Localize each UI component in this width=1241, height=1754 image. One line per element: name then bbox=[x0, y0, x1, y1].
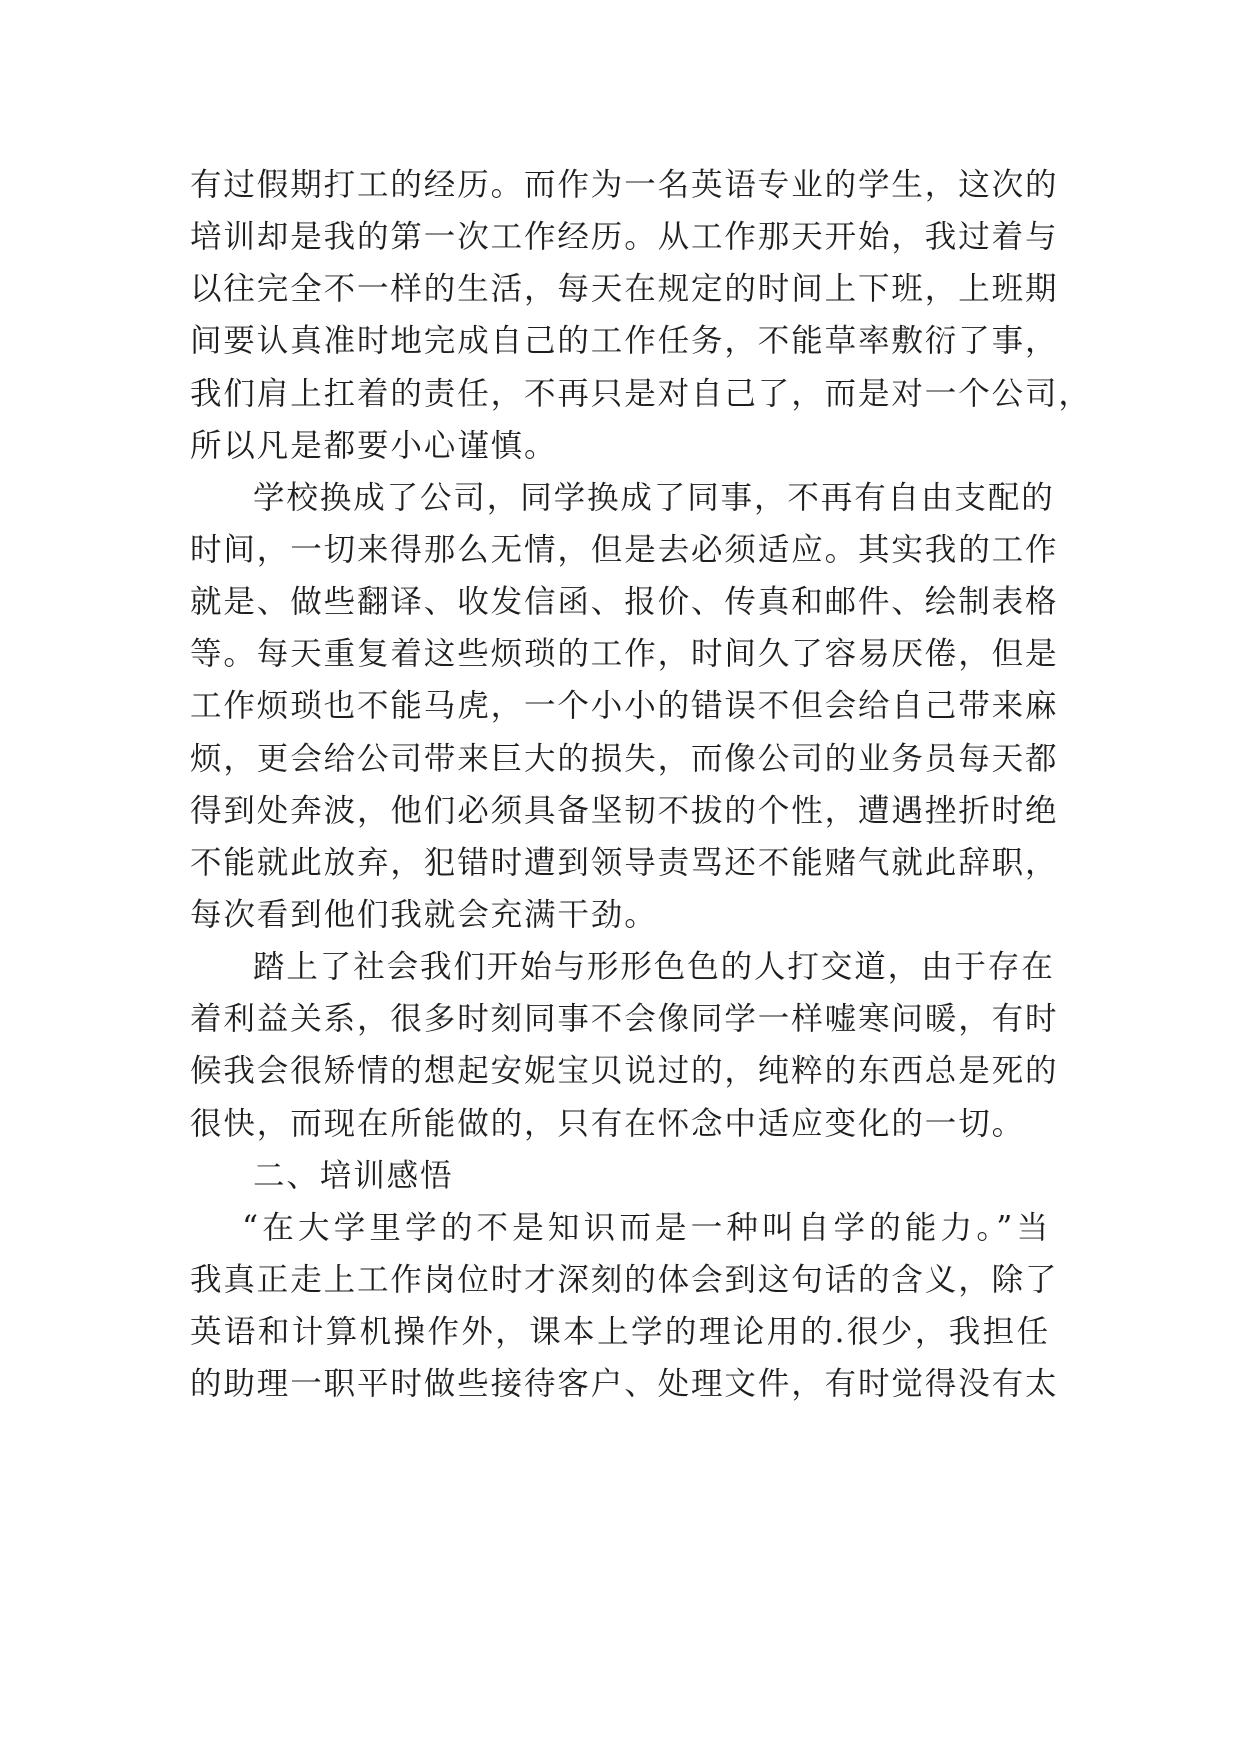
text-line: 候我会很矫情的想起安妮宝贝说过的，纯粹的东西总是死的 bbox=[190, 1053, 1059, 1090]
paragraph-first-line: 学校换成了公司，同学换成了同事，不再有自由支配的 bbox=[253, 479, 1055, 516]
section-heading: 二、培训感悟 bbox=[253, 1157, 454, 1194]
text-line: 等。每天重复着这些烦琐的工作，时间久了容易厌倦，但是 bbox=[190, 636, 1059, 673]
text-line: 着利益关系，很多时刻同事不会像同学一样嘘寒问暖，有时 bbox=[190, 1001, 1059, 1038]
paragraph-first-line: 踏上了社会我们开始与形形色色的人打交道，由于存在 bbox=[253, 949, 1055, 986]
text-line: 以往完全不一样的生活，每天在规定的时间上下班，上班期 bbox=[190, 271, 1059, 308]
text-line: 就是、做些翻译、收发信函、报价、传真和邮件、绘制表格 bbox=[190, 584, 1059, 621]
text-line: 时间，一切来得那么无情，但是去必须适应。其实我的工作 bbox=[190, 531, 1059, 568]
text-line: 很快，而现在所能做的，只有在怀念中适应变化的一切。 bbox=[190, 1105, 1026, 1142]
text-line: 所以凡是都要小心谨慎。 bbox=[190, 427, 558, 464]
text-line: 不能就此放弃，犯错时遭到领导责骂还不能赌气就此辞职， bbox=[190, 844, 1059, 881]
text-line: 烦，更会给公司带来巨大的损失，而像公司的业务员每天都 bbox=[190, 740, 1059, 777]
body-text bbox=[190, 159, 1092, 1410]
paragraph-first-line: “在大学里学的不是知识而是一种叫自学的能力。”当 bbox=[242, 1209, 1050, 1246]
text-line: 培训却是我的第一次工作经历。从工作那天开始，我过着与 bbox=[190, 219, 1059, 256]
text-line: 工作烦琐也不能马虎，一个小小的错误不但会给自己带来麻 bbox=[190, 688, 1059, 725]
text-line: 英语和计算机操作外，课本上学的理论用的.很少，我担任 bbox=[190, 1314, 1050, 1351]
text-line: 我们肩上扛着的责任，不再只是对自己了，而是对一个公司， bbox=[190, 375, 1092, 412]
text-line: 有过假期打工的经历。而作为一名英语专业的学生，这次的 bbox=[190, 167, 1059, 203]
text-line: 得到处奔波，他们必须具备坚韧不拔的个性，遭遇挫折时绝 bbox=[190, 792, 1059, 829]
text-line: 我真正走上工作岗位时才深刻的体会到这句话的含义，除了 bbox=[190, 1261, 1059, 1298]
text-line: 的助理一职平时做些接待客户、处理文件，有时觉得没有太 bbox=[190, 1366, 1059, 1403]
text-line: 每次看到他们我就会充满干劲。 bbox=[190, 896, 658, 933]
text-line: 间要认真准时地完成自己的工作任务，不能草率敷衍了事， bbox=[190, 323, 1059, 360]
